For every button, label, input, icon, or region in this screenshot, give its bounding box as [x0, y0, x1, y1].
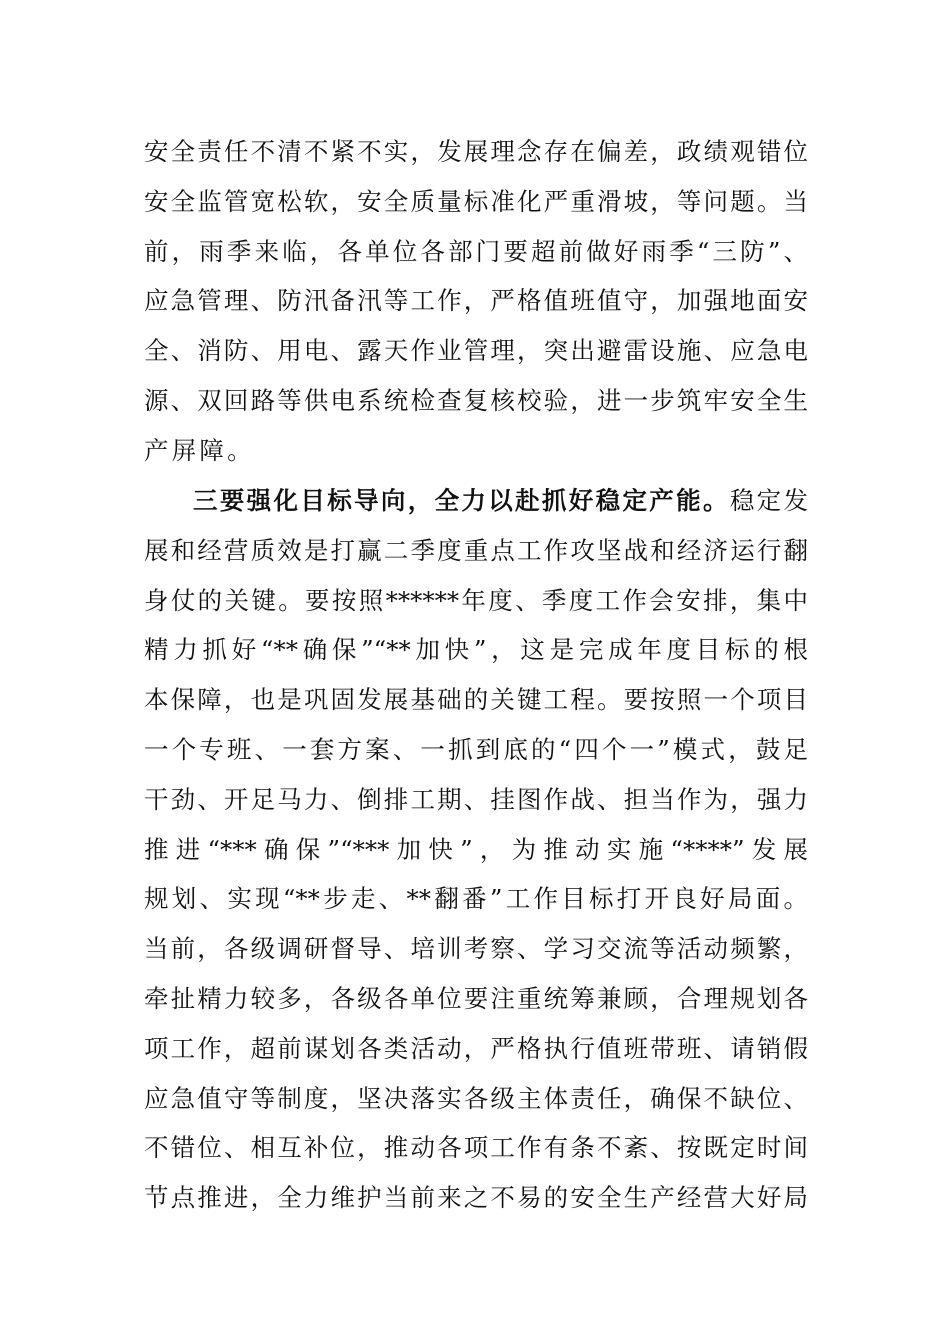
paragraph-line: 应急管理、防汛备汛等工作，严格值班值守，加强地面安 [144, 286, 808, 316]
paragraph-line: 推进“***确保”“***加快”，为推动实施“****”发展 [144, 834, 808, 864]
paragraph-line: 一个专班、一套方案、一抓到底的“四个一”模式，鼓足 [144, 734, 808, 764]
section-heading: 三要强化目标导向，全力以赴抓好稳定产能。 [193, 486, 730, 515]
paragraph-line: 精力抓好“**确保”“**加快”，这是完成年度目标的根 [144, 635, 808, 665]
paragraph-safety [144, 127, 808, 476]
paragraph-line: 产屏障。 [144, 435, 255, 465]
paragraph-line: 干劲、开足马力、倒排工期、挂图作战、担当作为，强力 [144, 784, 808, 814]
paragraph-line: 安全责任不清不紧不实，发展理念存在偏差，政绩观错位 [144, 137, 808, 166]
paragraph-line: 源、双回路等供电系统检查复核校验，进一步筑牢安全生 [144, 385, 808, 415]
paragraph-production [144, 476, 808, 1223]
paragraph-line: 项工作，超前谋划各类活动，严格执行值班带班、请销假 [144, 1033, 808, 1063]
heading-continuation: 稳定发 [729, 486, 809, 515]
paragraph-line: 当前，各级调研督导、培训考察、学习交流等活动频繁， [144, 934, 808, 964]
paragraph-line: 身仗的关键。要按照******年度、季度工作会安排，集中 [144, 585, 808, 615]
paragraph-line: 本保障，也是巩固发展基础的关键工程。要按照一个项目 [144, 685, 808, 715]
paragraph-line: 节点推进，全力维护当前来之不易的安全生产经营大好局 [144, 1183, 808, 1213]
paragraph-first-line [144, 476, 808, 526]
paragraph-line: 安全监管宽松软，安全质量标准化严重滑坡，等问题。当 [144, 186, 808, 216]
paragraph-line: 牵扯精力较多，各级各单位要注重统筹兼顾，合理规划各 [144, 983, 808, 1013]
paragraph-line: 应急值守等制度，坚决落实各级主体责任，确保不缺位、 [144, 1083, 808, 1113]
paragraph-line: 前，雨季来临，各单位各部门要超前做好雨季“三防”、 [144, 236, 808, 266]
paragraph-line: 展和经营质效是打赢二季度重点工作攻坚战和经济运行翻 [144, 535, 808, 565]
paragraph-line: 不错位、相互补位，推动各项工作有条不紊、按既定时间 [144, 1133, 808, 1163]
paragraph-line: 全、消防、用电、露天作业管理，突出避雷设施、应急电 [144, 336, 808, 366]
paragraph-line: 规划、实现“**步走、**翻番”工作目标打开良好局面。 [144, 884, 808, 914]
